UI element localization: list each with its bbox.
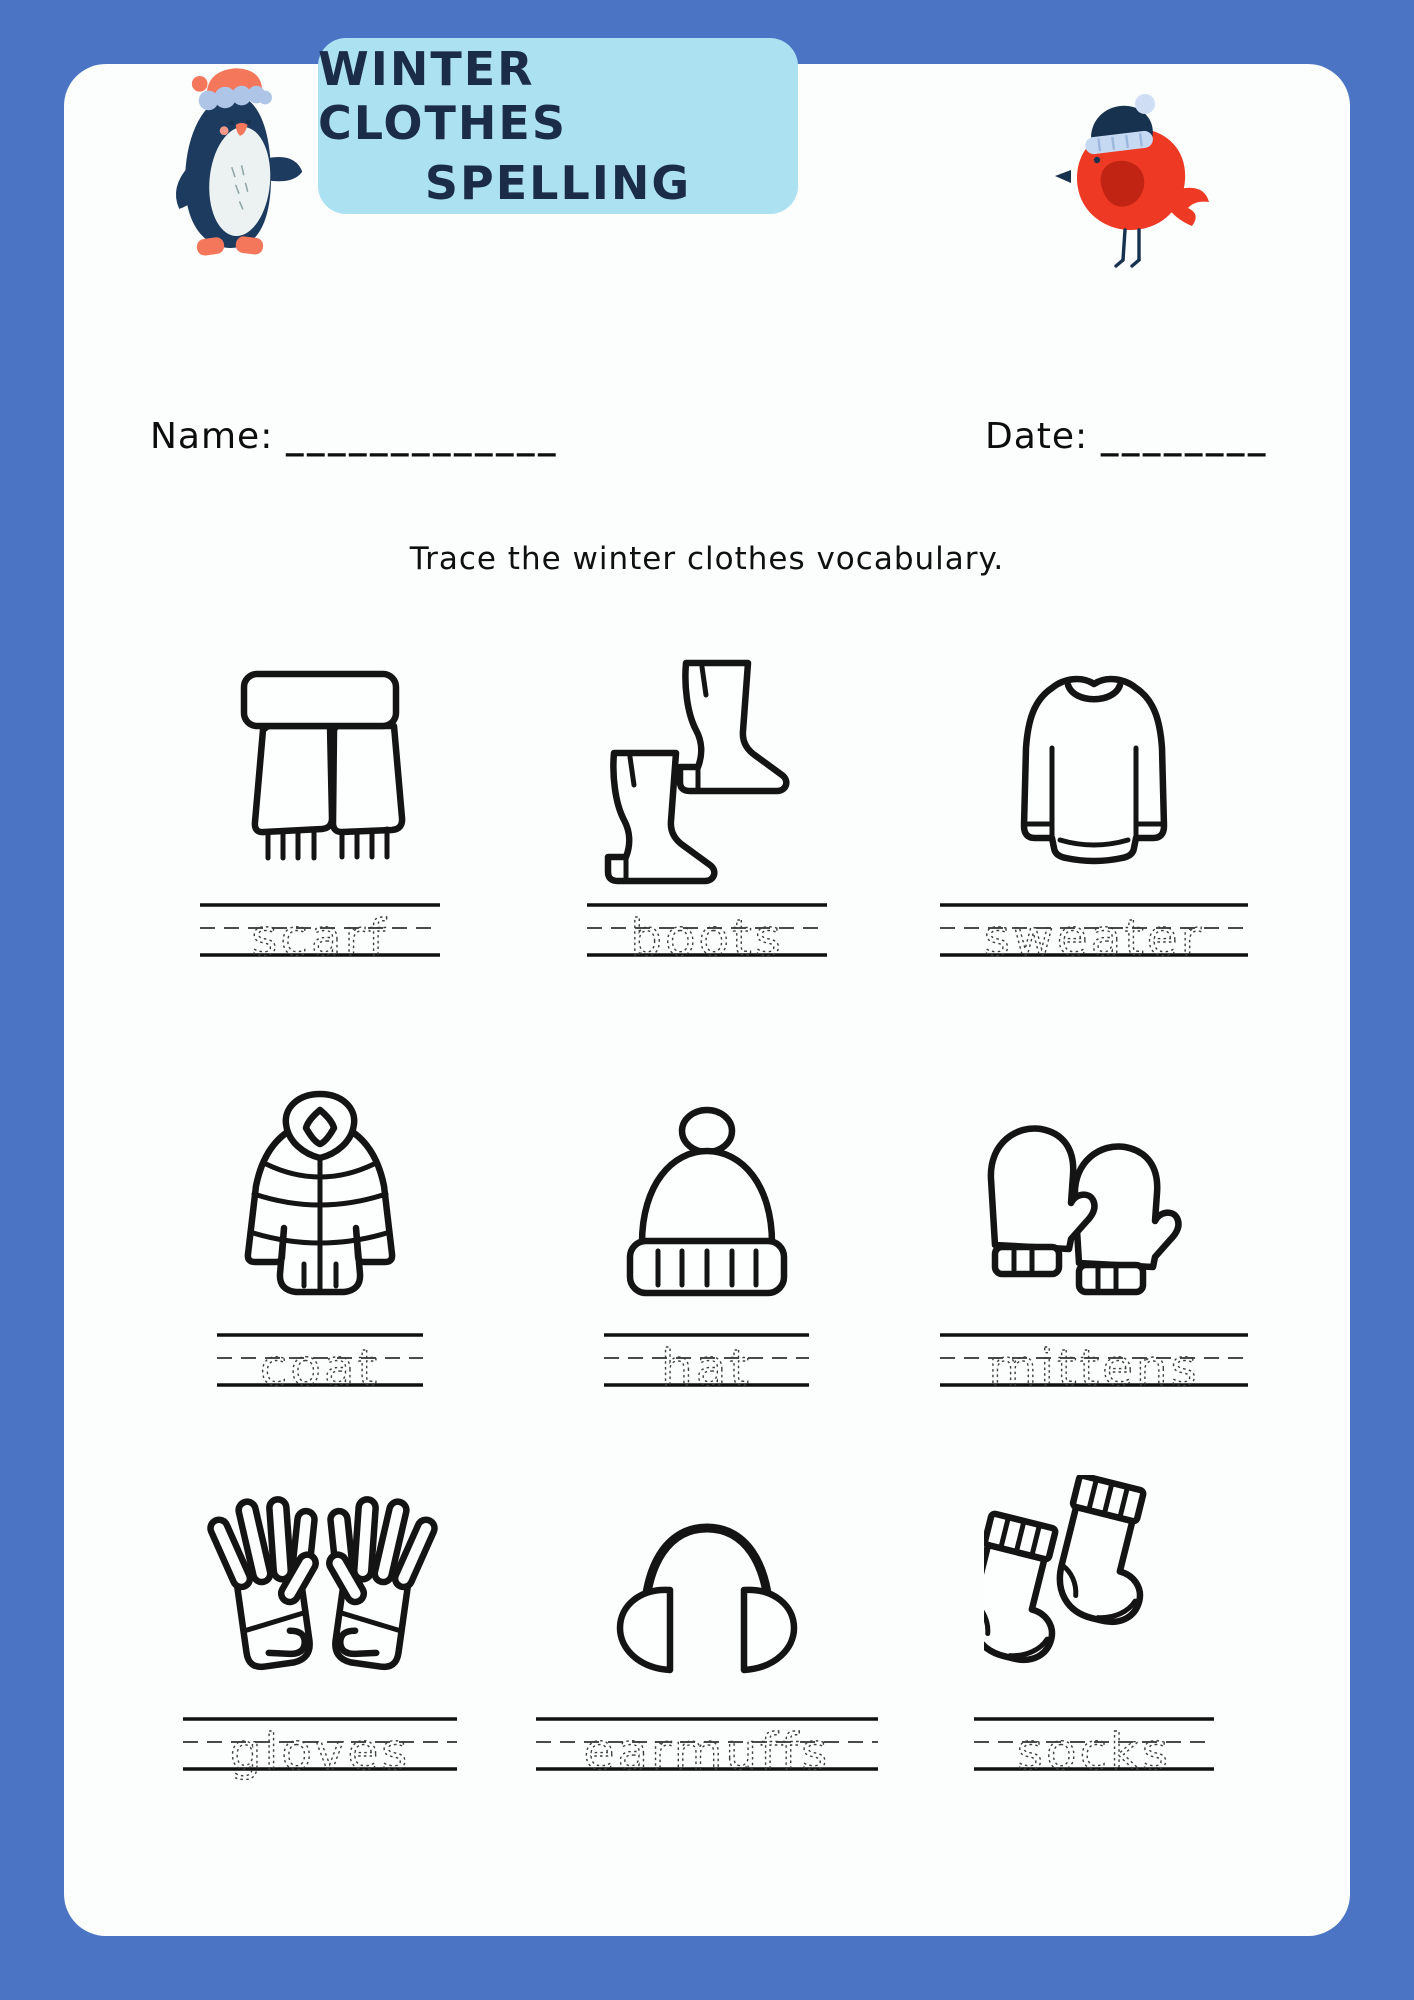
item-cell-scarf	[127, 648, 514, 1008]
item-cell-mittens	[900, 1078, 1287, 1438]
trace-word: boots	[630, 909, 784, 967]
date-blank-line: ________	[1100, 416, 1269, 457]
boots-icon	[604, 648, 809, 893]
earmuffs-icon	[592, 1462, 822, 1707]
trace-lines-hat	[604, 1323, 809, 1423]
gloves-icon	[203, 1462, 438, 1707]
trace-word: socks	[1016, 1723, 1171, 1781]
date-field	[985, 416, 1269, 457]
item-cell-earmuffs	[514, 1462, 901, 1822]
name-blank-line: _____________	[285, 416, 559, 457]
trace-word: coat	[260, 1339, 381, 1397]
coat-icon	[220, 1078, 420, 1323]
trace-lines-scarf	[200, 893, 440, 993]
item-cell-gloves	[127, 1462, 514, 1822]
sweater-icon	[994, 648, 1194, 893]
trace-lines-sweater	[940, 893, 1248, 993]
trace-word: earmuffs	[583, 1723, 831, 1781]
trace-word: gloves	[230, 1723, 411, 1781]
date-label: Date:	[985, 416, 1089, 457]
item-cell-boots	[514, 648, 901, 1008]
trace-word: scarf	[251, 909, 389, 967]
item-cell-socks	[900, 1462, 1287, 1822]
trace-lines-earmuffs	[536, 1707, 878, 1807]
trace-word: sweater	[983, 909, 1204, 967]
trace-lines-boots	[587, 893, 827, 993]
trace-word: mittens	[988, 1339, 1200, 1397]
bird-illustration	[1036, 86, 1216, 276]
item-cell-hat	[514, 1078, 901, 1438]
mittens-icon	[979, 1078, 1209, 1323]
page-title-line2: SPELLING	[424, 156, 692, 210]
worksheet-row-2	[127, 1078, 1287, 1438]
trace-word: hat	[661, 1339, 753, 1397]
scarf-icon	[230, 648, 410, 893]
penguin-illustration	[146, 60, 312, 260]
worksheet-row-1	[127, 648, 1287, 1008]
trace-lines-mittens	[940, 1323, 1248, 1423]
item-cell-sweater	[900, 648, 1287, 1008]
trace-lines-socks	[974, 1707, 1214, 1807]
name-field	[150, 416, 559, 457]
trace-lines-coat	[217, 1323, 423, 1423]
hat-icon	[601, 1078, 813, 1323]
page-title-line1: WINTER CLOTHES	[318, 42, 567, 150]
instruction-text: Trace the winter clothes vocabulary.	[409, 541, 1005, 577]
worksheet-row-3	[127, 1462, 1287, 1822]
title-banner	[318, 38, 798, 214]
item-cell-coat	[127, 1078, 514, 1438]
trace-lines-gloves	[183, 1707, 457, 1807]
name-label: Name:	[150, 416, 274, 457]
socks-icon	[984, 1462, 1204, 1707]
